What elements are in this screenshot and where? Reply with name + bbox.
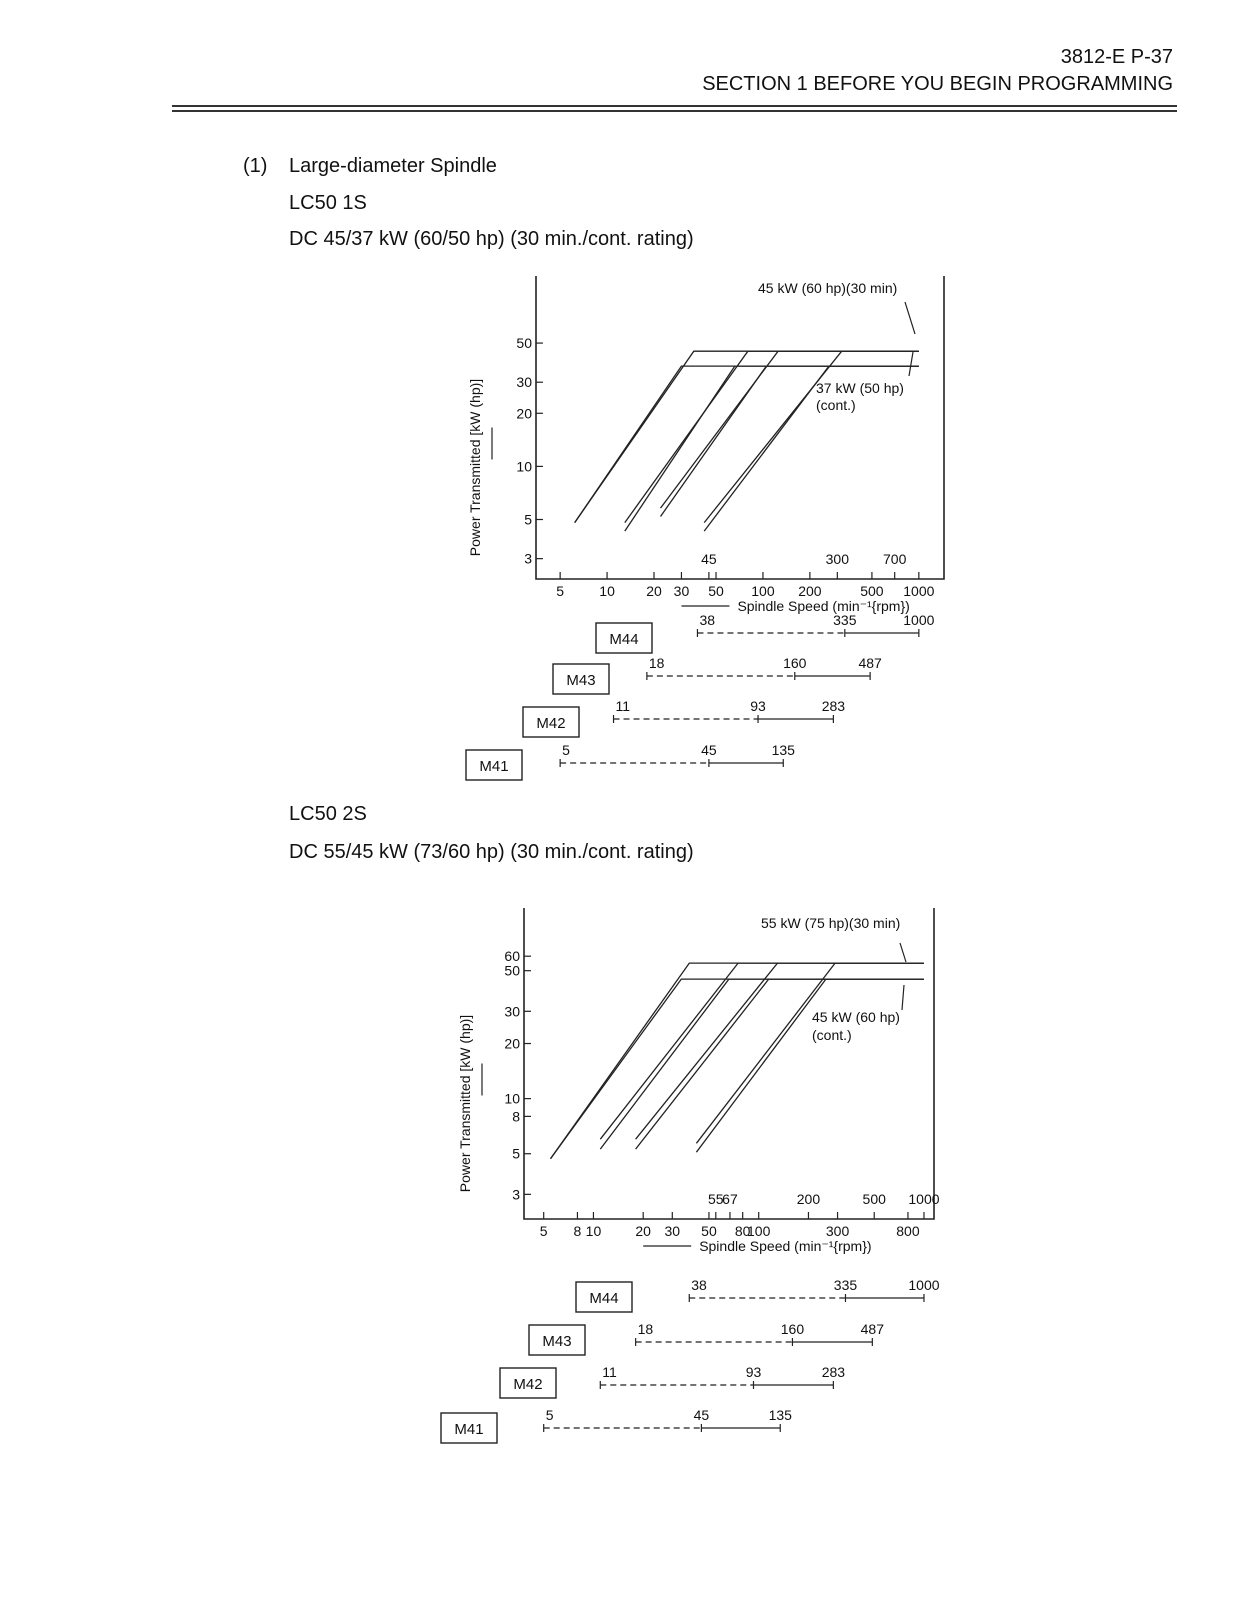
chart1-rating-cont-label: 37 kW (50 hp) bbox=[816, 380, 904, 396]
chart1-gear-min-label: 38 bbox=[699, 612, 716, 628]
chart1-rating-cont-leader bbox=[909, 352, 913, 376]
chart1-x-tick-label-top: 700 bbox=[883, 551, 907, 567]
chart2-power-curve bbox=[551, 963, 925, 1159]
chart1-x-tick-label-bottom: 5 bbox=[556, 583, 565, 599]
chart2-y-axis-label: Power Transmitted [kW (hp)] bbox=[457, 1014, 473, 1193]
chart2-rating-30min-label: 55 kW (75 hp)(30 min) bbox=[761, 915, 901, 931]
chart2-gear-label: M42 bbox=[513, 1376, 543, 1393]
chart2-gear-mid-label: 335 bbox=[833, 1277, 858, 1293]
chart2-x-tick-label-bottom: 80 bbox=[734, 1223, 751, 1239]
chart1-gear-mid-label: 45 bbox=[701, 742, 717, 758]
chart2-x-tick-label-bottom: 100 bbox=[747, 1223, 771, 1239]
chart1-power-curve bbox=[661, 351, 919, 508]
chart2-gear-min-label: 5 bbox=[545, 1407, 554, 1423]
model-name-2: LC50 2S bbox=[289, 803, 367, 825]
chart1-axes-frame bbox=[536, 276, 944, 579]
model-name-1: LC50 1S bbox=[289, 192, 367, 214]
chart1-y-tick-label: 10 bbox=[516, 458, 532, 475]
chart2-power-curve bbox=[696, 979, 924, 1152]
chart2-gear-label: M41 bbox=[454, 1421, 484, 1438]
chart2-rating-cont-leader bbox=[902, 985, 904, 1010]
chart1-y-tick-label: 50 bbox=[516, 335, 532, 352]
chart2-axes-frame bbox=[524, 908, 934, 1219]
chart1-gear-mid-label: 93 bbox=[750, 698, 766, 714]
chart2-gear-max-label: 283 bbox=[821, 1364, 846, 1380]
chart1-gear-mid-label: 335 bbox=[833, 612, 857, 628]
chart1-y-tick-label: 20 bbox=[516, 405, 532, 422]
chart2-gear-mid-label: 160 bbox=[780, 1321, 805, 1337]
chart2-y-tick-label: 5 bbox=[512, 1145, 520, 1162]
chart1-gear-max-label: 1000 bbox=[903, 612, 935, 628]
model-rating-2: DC 55/45 kW (73/60 hp) (30 min./cont. rating) bbox=[289, 841, 694, 863]
chart2-rating-cont-label: 45 kW (60 hp) bbox=[812, 1009, 900, 1025]
chart1-gear-label: M42 bbox=[536, 715, 566, 732]
chart1-x-tick-label-top: 300 bbox=[825, 551, 850, 567]
chart2-y-tick-label: 30 bbox=[504, 1003, 520, 1020]
chart1-gear-label: M43 bbox=[566, 672, 596, 689]
section-title: Large-diameter Spindle bbox=[289, 155, 497, 177]
chart2-x-tick-label-top: 1000 bbox=[908, 1191, 940, 1207]
chart2-power-curve bbox=[636, 979, 924, 1149]
chart2-y-tick-label: 8 bbox=[512, 1108, 520, 1125]
chart2-y-tick-label: 3 bbox=[512, 1186, 520, 1203]
chart1-x-tick-label-bottom: 1000 bbox=[903, 583, 935, 599]
chart2-y-tick-label: 60 bbox=[504, 948, 520, 965]
chart2-power-curve bbox=[600, 963, 924, 1139]
chart1-x-tick-label-bottom: 100 bbox=[751, 583, 775, 599]
chart2-gear-label: M43 bbox=[542, 1333, 572, 1350]
chart2-x-tick-label-bottom: 300 bbox=[825, 1223, 850, 1239]
chart1-x-tick-label-top: 45 bbox=[701, 551, 717, 567]
chart2-x-tick-label-bottom: 20 bbox=[635, 1223, 651, 1239]
chart1-power-curve bbox=[575, 351, 919, 522]
chart2-y-tick-label: 10 bbox=[504, 1090, 520, 1107]
section-heading: SECTION 1 BEFORE YOU BEGIN PROGRAMMING bbox=[702, 73, 1173, 95]
chart1-rating-30min-leader bbox=[905, 302, 915, 334]
chart2-y-tick-label: 50 bbox=[504, 962, 520, 979]
chart2-x-tick-label-bottom: 8 bbox=[573, 1223, 582, 1239]
chart2-x-tick-label-bottom: 10 bbox=[585, 1223, 602, 1239]
chart1-gear-label: M41 bbox=[479, 758, 509, 775]
chart1-power-curve bbox=[704, 351, 919, 522]
chart1-gear-max-label: 135 bbox=[771, 742, 795, 758]
chart1-y-axis-label: Power Transmitted [kW (hp)] bbox=[467, 378, 483, 557]
chart2-gear-label: M44 bbox=[589, 1290, 619, 1307]
chart1-y-tick-label: 5 bbox=[524, 511, 532, 528]
chart2-x-tick-label-top: 500 bbox=[862, 1191, 886, 1207]
chart2-rating-cont-sub-label: (cont.) bbox=[812, 1027, 852, 1043]
chart2-power-curve bbox=[636, 963, 924, 1139]
chart1-gear-max-label: 283 bbox=[821, 698, 846, 714]
chart1-gear-max-label: 487 bbox=[858, 655, 882, 671]
chart1-gear-label: M44 bbox=[609, 631, 639, 648]
chart1-x-tick-label-bottom: 200 bbox=[798, 583, 822, 599]
section-number: (1) bbox=[243, 155, 268, 177]
chart1-rating-cont-sub-label: (cont.) bbox=[816, 397, 856, 413]
chart2-x-tick-label-top: 67 bbox=[722, 1191, 738, 1207]
chart1-gear-mid-label: 160 bbox=[783, 655, 807, 671]
chart2-gear-min-label: 11 bbox=[602, 1364, 617, 1380]
chart1-x-tick-label-bottom: 20 bbox=[646, 583, 662, 599]
chart1-x-axis-label: Spindle Speed (min⁻¹{rpm}) bbox=[737, 598, 910, 614]
chart2-gear-mid-label: 93 bbox=[745, 1364, 762, 1380]
chart1-x-tick-label-bottom: 30 bbox=[673, 583, 690, 599]
chart1-x-tick-label-bottom: 500 bbox=[860, 583, 884, 599]
chart2-x-tick-label-top: 200 bbox=[796, 1191, 821, 1207]
chart1-y-tick-label: 30 bbox=[516, 374, 532, 391]
chart2-power-curve bbox=[696, 963, 924, 1143]
chart1-y-tick-label: 3 bbox=[524, 550, 532, 567]
chart1-gear-min-label: 11 bbox=[615, 698, 631, 714]
chart2-gear-max-label: 135 bbox=[768, 1407, 792, 1423]
chart2-gear-max-label: 1000 bbox=[908, 1277, 940, 1293]
chart1-gear-min-label: 18 bbox=[648, 655, 665, 671]
chart2-gear-mid-label: 45 bbox=[693, 1407, 710, 1423]
chart2-x-tick-label-bottom: 5 bbox=[539, 1223, 548, 1239]
chart2-gear-min-label: 18 bbox=[637, 1321, 654, 1337]
chart2-x-tick-label-top: 55 bbox=[708, 1191, 724, 1207]
chart2-x-tick-label-bottom: 30 bbox=[664, 1223, 681, 1239]
chart1-x-tick-label-bottom: 10 bbox=[599, 583, 615, 599]
chart2-x-tick-label-bottom: 50 bbox=[701, 1223, 717, 1239]
chart1-x-tick-label-bottom: 50 bbox=[708, 583, 724, 599]
model-rating-1: DC 45/37 kW (60/50 hp) (30 min./cont. rating) bbox=[289, 228, 694, 250]
chart2-gear-max-label: 487 bbox=[860, 1321, 885, 1337]
chart2-x-tick-label-bottom: 800 bbox=[896, 1223, 920, 1239]
chart2-x-axis-label: Spindle Speed (min⁻¹{rpm}) bbox=[699, 1238, 872, 1254]
chart2-gear-min-label: 38 bbox=[691, 1277, 707, 1293]
chart1-gear-min-label: 5 bbox=[562, 742, 570, 758]
page-code: 3812-E P-37 bbox=[1060, 46, 1173, 68]
chart1-rating-30min-label: 45 kW (60 hp)(30 min) bbox=[758, 280, 898, 296]
chart2-y-tick-label: 20 bbox=[504, 1035, 520, 1052]
chart2-rating-30min-leader bbox=[900, 943, 906, 962]
